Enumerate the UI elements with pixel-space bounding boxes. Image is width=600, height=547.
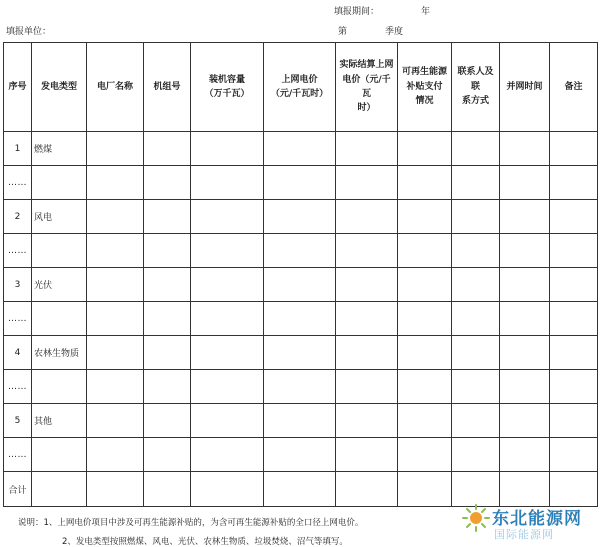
empty-cell	[500, 234, 550, 268]
empty-cell	[550, 234, 598, 268]
empty-cell	[87, 234, 144, 268]
empty-cell	[144, 132, 191, 166]
nth-label: 第	[338, 27, 348, 37]
empty-cell	[87, 268, 144, 302]
empty-cell	[452, 234, 500, 268]
row-index-cell: ……	[4, 302, 32, 336]
table-row	[4, 268, 598, 302]
empty-cell	[264, 370, 336, 404]
column-header: 联系人及联 系方式	[452, 43, 500, 132]
empty-cell	[144, 200, 191, 234]
empty-cell	[264, 166, 336, 200]
empty-cell	[452, 200, 500, 234]
column-header: 备注	[550, 43, 598, 132]
empty-cell	[336, 132, 398, 166]
empty-cell	[264, 336, 336, 370]
empty-cell	[264, 200, 336, 234]
empty-cell	[550, 370, 598, 404]
empty-cell	[550, 166, 598, 200]
empty-cell	[398, 302, 452, 336]
empty-cell	[191, 302, 264, 336]
empty-cell	[550, 336, 598, 370]
empty-cell	[550, 404, 598, 438]
table-row	[4, 234, 598, 268]
empty-cell	[398, 438, 452, 472]
filing-period-label: 填报期间：	[334, 7, 380, 17]
empty-cell	[191, 268, 264, 302]
empty-cell	[144, 370, 191, 404]
note-line-1: 说明：1、上网电价项目中涉及可再生能源补贴的，为含可再生能源补贴的全口径上网电价。	[18, 518, 364, 528]
column-header: 可再生能源 补贴支付 情况	[398, 43, 452, 132]
empty-cell	[452, 132, 500, 166]
empty-cell	[336, 166, 398, 200]
watermark	[460, 498, 600, 547]
row-index-cell: ……	[4, 370, 32, 404]
empty-cell	[500, 268, 550, 302]
empty-cell	[500, 404, 550, 438]
row-index-cell: ……	[4, 438, 32, 472]
empty-cell	[191, 166, 264, 200]
empty-cell	[144, 472, 191, 507]
empty-cell	[550, 438, 598, 472]
empty-cell	[336, 268, 398, 302]
row-index-cell: 1	[4, 132, 32, 166]
empty-cell	[191, 200, 264, 234]
empty-cell	[336, 404, 398, 438]
generation-type-cell: 燃煤	[32, 132, 87, 166]
empty-cell	[144, 166, 191, 200]
empty-cell	[87, 370, 144, 404]
empty-cell	[336, 336, 398, 370]
table-row	[4, 370, 598, 404]
empty-cell	[144, 302, 191, 336]
empty-cell	[452, 336, 500, 370]
empty-cell	[264, 132, 336, 166]
empty-cell	[144, 336, 191, 370]
table-header-row	[4, 43, 598, 132]
empty-cell	[191, 132, 264, 166]
row-index-cell: 2	[4, 200, 32, 234]
empty-cell	[264, 302, 336, 336]
empty-cell	[500, 132, 550, 166]
empty-cell	[398, 132, 452, 166]
empty-cell	[336, 370, 398, 404]
empty-cell	[264, 234, 336, 268]
empty-cell	[550, 302, 598, 336]
table-row	[4, 336, 598, 370]
empty-cell	[264, 404, 336, 438]
empty-cell	[398, 234, 452, 268]
empty-cell	[87, 166, 144, 200]
empty-cell	[452, 302, 500, 336]
empty-cell	[144, 404, 191, 438]
generation-type-cell: 农林生物质	[32, 336, 87, 370]
generation-type-cell: 风电	[32, 200, 87, 234]
empty-cell	[500, 166, 550, 200]
row-index-cell: 4	[4, 336, 32, 370]
empty-cell	[191, 472, 264, 507]
empty-cell	[336, 302, 398, 336]
empty-cell	[500, 336, 550, 370]
empty-cell	[550, 132, 598, 166]
empty-cell	[452, 404, 500, 438]
row-index-cell: ……	[4, 234, 32, 268]
empty-cell	[398, 404, 452, 438]
empty-cell	[398, 370, 452, 404]
empty-cell	[398, 472, 452, 507]
empty-cell	[336, 472, 398, 507]
column-header: 机组号	[144, 43, 191, 132]
empty-cell	[398, 336, 452, 370]
column-header: 上网电价 （元/千瓦时）	[264, 43, 336, 132]
row-index-cell: 3	[4, 268, 32, 302]
table-row	[4, 302, 598, 336]
empty-cell	[500, 438, 550, 472]
empty-cell	[144, 234, 191, 268]
empty-cell	[264, 268, 336, 302]
column-header: 序号	[4, 43, 32, 132]
sun-logo-icon	[462, 504, 490, 532]
empty-cell	[87, 336, 144, 370]
empty-cell	[550, 268, 598, 302]
empty-cell	[87, 302, 144, 336]
year-label: 年	[421, 7, 431, 17]
table-row	[4, 132, 598, 166]
generation-type-cell: 光伏	[32, 268, 87, 302]
row-index-cell: 5	[4, 404, 32, 438]
empty-cell	[452, 438, 500, 472]
empty-cell	[336, 200, 398, 234]
watermark-title: 东北能源网	[492, 509, 582, 529]
table-row	[4, 166, 598, 200]
empty-cell	[550, 200, 598, 234]
empty-cell	[191, 438, 264, 472]
empty-cell	[144, 268, 191, 302]
generation-type-cell	[32, 370, 87, 404]
empty-cell	[336, 438, 398, 472]
empty-cell	[87, 438, 144, 472]
table-row	[4, 438, 598, 472]
empty-cell	[144, 438, 191, 472]
column-header: 实际结算上网 电价（元/千瓦 时）	[336, 43, 398, 132]
empty-cell	[87, 472, 144, 507]
generation-type-cell: 其他	[32, 404, 87, 438]
empty-cell	[500, 200, 550, 234]
empty-cell	[87, 404, 144, 438]
note-line-2: 2、发电类型按照燃煤、风电、光伏、农林生物质、垃圾焚烧、沼气等填写。	[62, 537, 348, 547]
empty-cell	[32, 472, 87, 507]
generation-type-cell	[32, 166, 87, 200]
generation-type-cell	[32, 234, 87, 268]
empty-cell	[452, 166, 500, 200]
column-header: 并网时间	[500, 43, 550, 132]
quarter-label: 季度	[385, 27, 404, 37]
empty-cell	[452, 268, 500, 302]
column-header: 电厂名称	[87, 43, 144, 132]
empty-cell	[191, 336, 264, 370]
empty-cell	[264, 438, 336, 472]
empty-cell	[398, 200, 452, 234]
report-table	[3, 42, 598, 507]
table-row	[4, 200, 598, 234]
empty-cell	[336, 234, 398, 268]
column-header: 发电类型	[32, 43, 87, 132]
row-index-cell: ……	[4, 166, 32, 200]
empty-cell	[500, 302, 550, 336]
empty-cell	[191, 234, 264, 268]
empty-cell	[500, 370, 550, 404]
empty-cell	[87, 132, 144, 166]
total-label-cell: 合计	[4, 472, 32, 507]
empty-cell	[191, 370, 264, 404]
generation-type-cell	[32, 302, 87, 336]
filing-unit-label: 填报单位：	[6, 27, 52, 37]
empty-cell	[398, 268, 452, 302]
generation-type-cell	[32, 438, 87, 472]
watermark-subtitle: 国际能源网	[494, 528, 554, 541]
empty-cell	[87, 200, 144, 234]
empty-cell	[452, 370, 500, 404]
empty-cell	[398, 166, 452, 200]
empty-cell	[264, 472, 336, 507]
column-header: 装机容量 （万千瓦）	[191, 43, 264, 132]
empty-cell	[191, 404, 264, 438]
table-row	[4, 404, 598, 438]
